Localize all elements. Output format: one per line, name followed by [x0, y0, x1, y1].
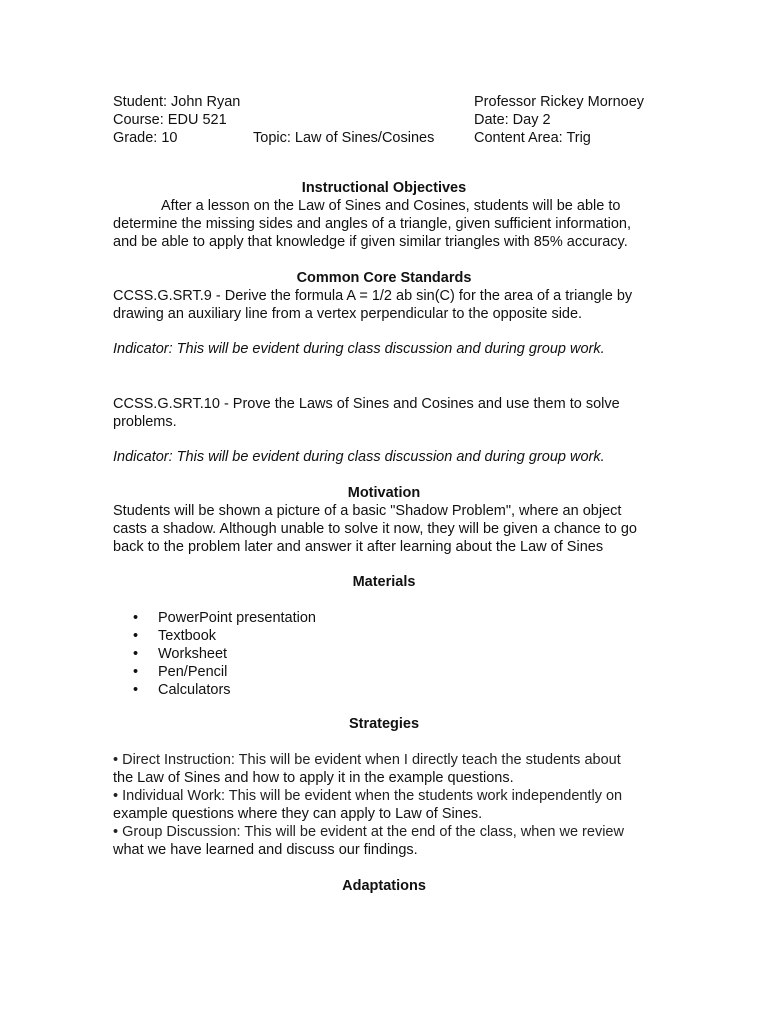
- material-item: Pen/Pencil: [158, 664, 228, 680]
- standard-2-text: CCSS.G.SRT.10 - Prove the Laws of Sines and Cosines and use them to solve problems.: [113, 396, 620, 430]
- standard-1-text: CCSS.G.SRT.9 - Derive the formula A = 1/2 ab sin(C) for the area of a triangle by drawing an auxiliary line from a vertex perpendicular to the opposite side.: [113, 288, 633, 322]
- course: Course: EDU 521: [113, 112, 227, 128]
- strategy-group-discussion: [113, 823, 673, 859]
- standards-heading: Common Core Standards: [296, 270, 472, 286]
- date: Date: Day 2: [474, 112, 551, 128]
- student-name: Student: John Ryan: [113, 94, 241, 110]
- strategy-lead: • Direct Instruction: This will be evident when I directly teach the students about: [113, 752, 621, 768]
- motivation-text: Students will be shown a picture of a basic "Shadow Problem", where an object casts a shadow. Although unable to solve it now, they will be given a chance to go back to the problem later and answer it after learning about the Law of Sines: [113, 503, 637, 555]
- strategies-heading: Strategies: [348, 716, 420, 732]
- material-item: Worksheet: [158, 646, 228, 662]
- standard-2-indicator-block: [113, 448, 658, 466]
- bullet: •: [133, 628, 139, 644]
- standard-1: [113, 287, 658, 323]
- bullet: •: [133, 646, 139, 662]
- header-row-3: [113, 129, 673, 147]
- strategies-section: [113, 751, 673, 859]
- strategy-lead: • Group Discussion: This will be evident at the end of the class, when we review: [113, 824, 624, 840]
- material-item: Calculators: [158, 682, 231, 698]
- objectives-text: After a lesson on the Law of Sines and Cosines, students will be able to determine the missing sides and angles of a triangle, given sufficient information, and be able to apply that knowledge if given similar triangles with 85% accuracy.: [113, 198, 631, 250]
- strategy-rest: the Law of Sines and how to apply it in the example questions.: [113, 770, 514, 786]
- strategy-rest: example questions where they can apply to Law of Sines.: [113, 806, 483, 822]
- bullet: •: [133, 682, 139, 698]
- list-item: [113, 609, 513, 627]
- standard-2-indicator: Indicator: This will be evident during class discussion and during group work.: [113, 449, 605, 465]
- list-item: [113, 681, 513, 699]
- strategy-lead: • Individual Work: This will be evident when the students work independently on: [113, 788, 623, 804]
- bullet: •: [133, 610, 139, 626]
- professor-name: Professor Rickey Mornoey: [474, 94, 645, 110]
- strategy-direct-instruction: [113, 751, 673, 787]
- list-item: [113, 663, 513, 681]
- material-item: PowerPoint presentation: [158, 610, 316, 626]
- standard-1-indicator-block: [113, 340, 658, 358]
- standard-2: [113, 395, 658, 431]
- topic: Topic: Law of Sines/Cosines: [253, 130, 435, 146]
- header-row-1: [113, 93, 673, 111]
- material-item: Textbook: [158, 628, 217, 644]
- motivation-section: [113, 502, 658, 556]
- list-item: [113, 645, 513, 663]
- standard-1-indicator: Indicator: This will be evident during class discussion and during group work.: [113, 341, 605, 357]
- strategy-individual-work: [113, 787, 673, 823]
- list-item: [113, 627, 513, 645]
- materials-list: [113, 609, 513, 699]
- grade: Grade: 10: [113, 130, 178, 146]
- bullet: •: [133, 664, 139, 680]
- objectives-heading: Instructional Objectives: [301, 180, 467, 196]
- strategy-rest: what we have learned and discuss our findings.: [113, 842, 418, 858]
- adaptations-heading: Adaptations: [342, 878, 426, 894]
- header-row-2: [113, 111, 673, 129]
- motivation-heading: Motivation: [347, 485, 421, 501]
- materials-heading: Materials: [352, 574, 416, 590]
- objectives-section: [113, 197, 658, 251]
- content-area: Content Area: Trig: [474, 130, 591, 146]
